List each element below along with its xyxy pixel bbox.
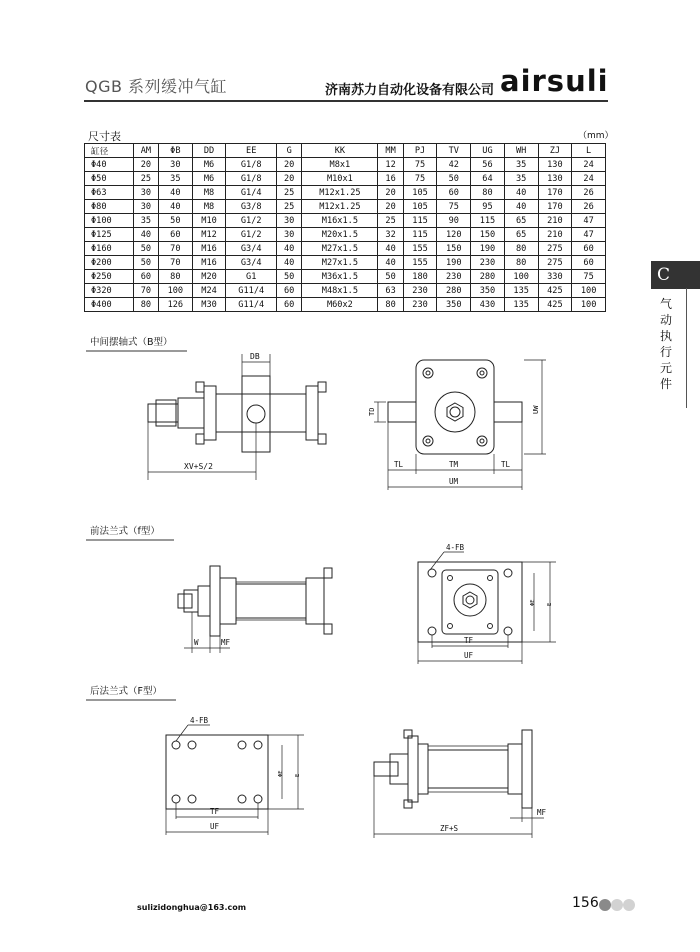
column-header: AM (133, 144, 158, 158)
table-cell: 120 (437, 228, 471, 242)
rod-center (466, 596, 474, 604)
bolt-center-br (480, 439, 484, 443)
chapter-letter: C (657, 265, 671, 285)
dim-mf: MF (221, 638, 231, 647)
table-cell: 100 (572, 298, 606, 312)
tie-rod-nut-top-right (318, 382, 326, 392)
table-cell: 430 (471, 298, 505, 312)
table-cell: M16 (192, 242, 226, 256)
table-cell: Φ200 (85, 256, 134, 270)
trunnion-port (247, 405, 265, 423)
table-row (85, 200, 606, 214)
table-cell: 130 (538, 158, 572, 172)
rear-cover (508, 744, 522, 794)
table-cell: G1 (226, 270, 277, 284)
page-dot-3 (623, 899, 635, 911)
dim-uf: UF (464, 651, 474, 660)
table-cell: 80 (158, 270, 192, 284)
piston-rod (148, 404, 178, 422)
table-cell: 20 (277, 158, 302, 172)
table-cell: Φ400 (85, 298, 134, 312)
table-cell: 70 (158, 242, 192, 256)
table-cell: 40 (158, 200, 192, 214)
column-header: DD (192, 144, 226, 158)
page-dot-1 (599, 899, 611, 911)
table-cell: M10x1 (302, 172, 378, 186)
column-header: MM (378, 144, 403, 158)
dim-dia-e: ΦE (530, 599, 536, 606)
tie-rod-nut-top-left (196, 382, 204, 392)
table-cell: 80 (471, 186, 505, 200)
table-cell: M12x1.25 (302, 200, 378, 214)
table-cell: Φ320 (85, 284, 134, 298)
table-cell: 20 (277, 172, 302, 186)
table-cell: M24 (192, 284, 226, 298)
table-row (85, 214, 606, 228)
dim-tl-left: TL (394, 460, 404, 469)
table-cell: Φ160 (85, 242, 134, 256)
table-cell: 330 (538, 270, 572, 284)
table-cell: 60 (133, 270, 158, 284)
table-cell: 80 (504, 242, 538, 256)
bolt-center-bl (426, 439, 430, 443)
table-cell: 115 (403, 228, 437, 242)
table-cell: G3/8 (226, 200, 277, 214)
table-cell: 40 (133, 228, 158, 242)
section-label-rear-flange: 后法兰式（F型） (86, 682, 170, 699)
table-cell: 30 (133, 200, 158, 214)
section-label-front-flange: 前法兰式（f型） (86, 522, 168, 539)
table-cell: 95 (471, 200, 505, 214)
table-cell: 40 (504, 200, 538, 214)
flange-hole-3 (238, 741, 246, 749)
front-plate (408, 736, 418, 802)
table-cell: 35 (504, 158, 538, 172)
rod-center (450, 407, 460, 417)
dim-xv: XV+S/2 (184, 462, 213, 471)
table-cell: 47 (572, 214, 606, 228)
dim-db: DB (250, 352, 260, 361)
table-cell: G3/4 (226, 242, 277, 256)
table-row (85, 158, 606, 172)
table-cell: Φ40 (85, 158, 134, 172)
table-cell: Φ125 (85, 228, 134, 242)
table-cell: G1/2 (226, 214, 277, 228)
table-cell: Φ50 (85, 172, 134, 186)
bolt-center-tl (426, 371, 430, 375)
table-cell: G3/4 (226, 256, 277, 270)
table-cell: 26 (572, 186, 606, 200)
cylinder-barrel (216, 394, 306, 432)
table-cell: 230 (403, 284, 437, 298)
table-cell: 32 (378, 228, 403, 242)
flange-hole-4 (254, 741, 262, 749)
table-cell: 60 (437, 186, 471, 200)
column-header: TV (437, 144, 471, 158)
flange-hole-tr (504, 569, 512, 577)
flange-hole-bl (428, 627, 436, 635)
front-flange-end-drawing (410, 542, 560, 667)
table-cell: 50 (378, 270, 403, 284)
front-flange (210, 566, 220, 636)
rear-flange-side-drawing (360, 722, 560, 844)
trunnion-right (494, 402, 522, 422)
table-cell: 210 (538, 214, 572, 228)
table-cell: 70 (133, 284, 158, 298)
table-cell: G1/8 (226, 172, 277, 186)
table-cell: 30 (277, 228, 302, 242)
table-cell: 75 (437, 200, 471, 214)
table-cell: 42 (437, 158, 471, 172)
table-cell: 35 (133, 214, 158, 228)
table-cell: 30 (133, 186, 158, 200)
table-cell: 25 (277, 200, 302, 214)
table-cell: 25 (378, 214, 403, 228)
table-cell: 16 (378, 172, 403, 186)
tie-rod-nut-bottom-right (318, 434, 326, 444)
table-cell: 190 (471, 242, 505, 256)
dim-fb: 4-FB (446, 543, 465, 552)
rear-flange-end-drawing (158, 713, 308, 838)
table-cell: 40 (158, 186, 192, 200)
table-cell: M6 (192, 172, 226, 186)
table-cell: 350 (471, 284, 505, 298)
table-cell: 25 (277, 186, 302, 200)
table-cell: 50 (158, 214, 192, 228)
table-cell: M8x1 (302, 158, 378, 172)
table-cell: 75 (572, 270, 606, 284)
chapter-rule (686, 288, 687, 408)
table-cell: 126 (158, 298, 192, 312)
table-cell: 210 (538, 228, 572, 242)
table-cell: 60 (158, 228, 192, 242)
table-cell: 115 (403, 214, 437, 228)
bolt-hole-tr (477, 368, 487, 378)
flange-plate (418, 562, 522, 642)
dim-tf: TF (210, 807, 220, 816)
flange-hole-5 (172, 795, 180, 803)
page-number: 156 (572, 895, 599, 911)
table-cell: 20 (378, 186, 403, 200)
table-cell: 105 (403, 200, 437, 214)
table-cell: M20x1.5 (302, 228, 378, 242)
table-row (85, 172, 606, 186)
chapter-title: 气动执行元件 (660, 297, 673, 391)
table-cell: M27x1.5 (302, 256, 378, 270)
table-cell: 35 (158, 172, 192, 186)
table-row (85, 284, 606, 298)
cylinder-barrel (428, 750, 508, 788)
flange-hole-tl (428, 569, 436, 577)
table-cell: 100 (158, 284, 192, 298)
table-cell: 280 (437, 284, 471, 298)
table-cell: 190 (437, 256, 471, 270)
b-type-side-drawing (130, 348, 340, 488)
table-cell: 50 (133, 242, 158, 256)
cover-bolt-tr (488, 576, 493, 581)
front-flange-plate (204, 386, 216, 440)
piston-rod (374, 762, 398, 776)
table-cell: 275 (538, 242, 572, 256)
table-cell: 90 (437, 214, 471, 228)
column-header: PJ (403, 144, 437, 158)
table-row (85, 242, 606, 256)
dim-fb: 4-FB (190, 716, 209, 725)
flange-plate (166, 735, 268, 809)
table-cell: 80 (378, 298, 403, 312)
front-flange-side-drawing (170, 558, 350, 658)
table-cell: 20 (133, 158, 158, 172)
trunnion-left (388, 402, 416, 422)
rear-flange-plate (306, 386, 318, 440)
dim-zf: ZF+S (440, 824, 459, 833)
table-cell: 150 (471, 228, 505, 242)
table-cell: 425 (538, 284, 572, 298)
table-cell: M12 (192, 228, 226, 242)
table-cell: 40 (277, 256, 302, 270)
table-cell: 12 (378, 158, 403, 172)
chapter-tab (651, 261, 700, 289)
table-cell: 280 (471, 270, 505, 284)
cover-bolt-tl (448, 576, 453, 581)
table-cell: 40 (277, 242, 302, 256)
fb-leader (430, 552, 444, 570)
table-cell: 130 (538, 172, 572, 186)
column-header: ΦB (158, 144, 192, 158)
table-cell: M30 (192, 298, 226, 312)
table-cell: 275 (538, 256, 572, 270)
table-cell: M20 (192, 270, 226, 284)
table-cell: 26 (572, 200, 606, 214)
table-cell: M27x1.5 (302, 242, 378, 256)
column-header: WH (504, 144, 538, 158)
b-type-end-drawing (366, 350, 556, 495)
contact-email: sulizidonghua@163.com (137, 903, 247, 912)
page-dot-2 (611, 899, 623, 911)
section-label-b-type: 中间摆轴式（B型） (86, 333, 181, 350)
company-name: 济南苏力自动化设备有限公司 (325, 83, 495, 98)
table-cell: G1/2 (226, 228, 277, 242)
table-cell: 75 (403, 158, 437, 172)
table-cell: G11/4 (226, 284, 277, 298)
dim-tl-right: TL (501, 460, 511, 469)
flange-hole-1 (172, 741, 180, 749)
rod-nut-hex (463, 592, 477, 608)
table-cell: 50 (437, 172, 471, 186)
table-unit: （mm） (578, 131, 614, 141)
table-cell: M16 (192, 256, 226, 270)
table-cell: 24 (572, 172, 606, 186)
table-cell: 70 (158, 256, 192, 270)
dim-e: E (547, 602, 553, 606)
table-header-row (85, 144, 606, 158)
table-cell: 30 (158, 158, 192, 172)
dim-um: UM (449, 477, 459, 486)
table-cell: M48x1.5 (302, 284, 378, 298)
table-row (85, 228, 606, 242)
table-cell: 60 (572, 242, 606, 256)
cover-bolt-bl (448, 624, 453, 629)
dim-uf: UF (210, 822, 220, 831)
table-cell: 63 (378, 284, 403, 298)
table-cell: G11/4 (226, 298, 277, 312)
table-cell: M16x1.5 (302, 214, 378, 228)
column-header: ZJ (538, 144, 572, 158)
table-cell: 60 (572, 256, 606, 270)
tie-rod-nut-top (324, 568, 332, 578)
table-cell: G1/4 (226, 186, 277, 200)
table-cell: M36x1.5 (302, 270, 378, 284)
end-cover-square (442, 570, 498, 634)
flange-hole-2 (188, 741, 196, 749)
brand-logo: airsuli (500, 64, 609, 98)
rear-cover (306, 578, 324, 624)
dim-tm: TM (449, 460, 459, 469)
column-header: KK (302, 144, 378, 158)
dim-dia-e: ΦE (278, 770, 284, 777)
dim-td: TD (368, 407, 376, 416)
table-cell: 40 (378, 256, 403, 270)
table-cell: 60 (277, 298, 302, 312)
column-header: L (572, 144, 606, 158)
table-cell: 155 (403, 256, 437, 270)
table-cell: M8 (192, 186, 226, 200)
flange-hole-7 (238, 795, 246, 803)
table-row (85, 298, 606, 312)
table-cell: 75 (403, 172, 437, 186)
table-cell: 24 (572, 158, 606, 172)
table-cell: M12x1.25 (302, 186, 378, 200)
table-cell: 50 (133, 256, 158, 270)
dim-tf: TF (464, 636, 474, 645)
rod-nut (184, 590, 198, 612)
table-cell: 150 (437, 242, 471, 256)
table-cell: 230 (437, 270, 471, 284)
bolt-hole-tl (423, 368, 433, 378)
column-header: 缸径 (85, 144, 134, 158)
table-cell: M8 (192, 200, 226, 214)
table-row (85, 270, 606, 284)
cover-bolt-br (488, 624, 493, 629)
flange-hole-8 (254, 795, 262, 803)
bolt-center-tr (480, 371, 484, 375)
table-cell: 180 (403, 270, 437, 284)
table-cell: 170 (538, 200, 572, 214)
table-cell: 425 (538, 298, 572, 312)
front-cover (220, 578, 236, 624)
table-cell: 40 (378, 242, 403, 256)
dim-e: E (295, 773, 301, 777)
table-cell: 30 (277, 214, 302, 228)
table-cell: 135 (504, 284, 538, 298)
table-cell: 230 (403, 298, 437, 312)
table-cell: 80 (504, 256, 538, 270)
table-cell: M6 (192, 158, 226, 172)
piston-rod (178, 594, 192, 608)
table-title: 尺寸表 (88, 130, 121, 143)
tie-rod-nut-bottom-left (196, 434, 204, 444)
header-divider (84, 100, 608, 102)
fb-leader (176, 725, 188, 741)
table-cell: 350 (437, 298, 471, 312)
table-cell: 50 (277, 270, 302, 284)
table-cell: 65 (504, 228, 538, 242)
table-cell: 40 (504, 186, 538, 200)
series-title: QGB 系列缓冲气缸 (85, 77, 228, 96)
column-header: EE (226, 144, 277, 158)
table-cell: Φ80 (85, 200, 134, 214)
table-cell: 135 (504, 298, 538, 312)
table-cell: 60 (277, 284, 302, 298)
table-cell: 100 (504, 270, 538, 284)
bolt-hole-br (477, 436, 487, 446)
table-cell: 115 (471, 214, 505, 228)
dim-mf: MF (537, 808, 547, 817)
rod-nut-hex (447, 403, 463, 421)
table-cell: 56 (471, 158, 505, 172)
rod-bushing (198, 586, 210, 616)
table-cell: M10 (192, 214, 226, 228)
dim-uw: UW (532, 405, 540, 414)
bolt-hole-bl (423, 436, 433, 446)
tie-rod-nut-bottom (324, 624, 332, 634)
table-row (85, 186, 606, 200)
table-cell: 100 (572, 284, 606, 298)
table-row (85, 256, 606, 270)
boss-circle (435, 392, 475, 432)
flange-hole-br (504, 627, 512, 635)
table-cell: G1/8 (226, 158, 277, 172)
column-header: G (277, 144, 302, 158)
front-cover (390, 754, 408, 784)
column-header: UG (471, 144, 505, 158)
rear-flange (522, 730, 532, 808)
dim-w: W (194, 638, 199, 647)
flange-hole-6 (188, 795, 196, 803)
table-cell: 35 (504, 172, 538, 186)
front-head (418, 744, 428, 794)
boss-circle (454, 584, 486, 616)
table-cell: 155 (403, 242, 437, 256)
dimension-table (84, 143, 606, 312)
table-cell: 47 (572, 228, 606, 242)
table-cell: 65 (504, 214, 538, 228)
table-cell: Φ63 (85, 186, 134, 200)
cylinder-barrel (236, 584, 306, 618)
table-cell: 230 (471, 256, 505, 270)
table-cell: 25 (133, 172, 158, 186)
table-cell: 170 (538, 186, 572, 200)
table-cell: 20 (378, 200, 403, 214)
table-cell: 64 (471, 172, 505, 186)
table-cell: 105 (403, 186, 437, 200)
table-cell: Φ100 (85, 214, 134, 228)
table-cell: 80 (133, 298, 158, 312)
table-cell: Φ250 (85, 270, 134, 284)
front-cover (178, 398, 204, 428)
table-cell: M60x2 (302, 298, 378, 312)
